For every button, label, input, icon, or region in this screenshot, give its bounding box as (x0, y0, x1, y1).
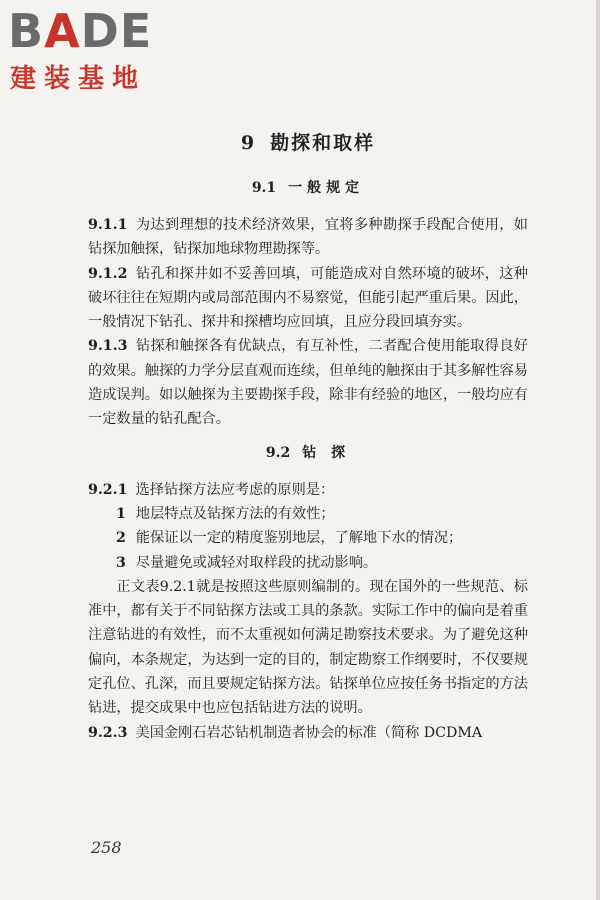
list-item-text: 能保证以一定的精度鉴别地层，了解地下水的情况； (135, 530, 463, 547)
clause-9-1-3 (88, 334, 528, 431)
logo-wordmark: BADE (8, 4, 153, 58)
clause-number: 9.1.1 (88, 217, 128, 233)
section-title-9-2 (88, 442, 528, 462)
section-title-text: 钻 探 (302, 444, 351, 461)
section-title-9-1 (88, 177, 528, 197)
list-item-text: 尽量避免或减轻对取样段的扰动影响。 (135, 554, 378, 571)
clause-text: 选择钻探方法应考虑的原则是： (135, 481, 335, 498)
clause-number: 9.1.3 (88, 338, 128, 355)
clause-9-1-2 (88, 262, 528, 335)
clause-number: 9.2.1 (88, 481, 128, 498)
chapter-number: 9 (240, 132, 257, 154)
clause-9-2-1-body: 正文表9.2.1就是按照这些原则编制的。现在国外的一些规范、标准中，都有关于不同钻探方法或工具的条款。实际工作中的偏向是着重注意钻进的有效性，而不太重视如何满足勘察技术要求。为了避免这种偏向，本条规定，为达到一定的目的，制定勘察工作纲要时，不仅要规定孔位、孔深，而且要规定钻探方法。钻探单位应按任务书指定的方法钻进，提交成果中也应包括钻进方法的说明。 (88, 578, 528, 717)
page-number: 258 (91, 838, 122, 857)
clause-number: 9.2.3 (88, 724, 128, 741)
logo-tagline: 建装基地 (10, 64, 147, 94)
chapter-title (88, 128, 528, 155)
clause-text: 美国金刚石岩芯钻机制造者协会的标准（简称 DCDMA (135, 724, 483, 741)
list-item (88, 526, 528, 550)
section-number: 9.2 (265, 444, 291, 461)
list-item-number: 3 (116, 554, 126, 571)
clause-9-2-3 (88, 721, 528, 745)
document-page (88, 128, 528, 745)
section-title-text: 一般规定 (288, 180, 365, 196)
list-item-number: 1 (116, 505, 126, 522)
clause-text: 钻孔和探井如不妥善回填，可能造成对自然环境的破坏，这种破坏往往在短期内或局部范围内不易察觉，但能引起严重后果。因此，一般情况下钻孔、探井和探槽均应回填，且应分段回填夯实。 (88, 265, 528, 331)
list-item-text: 地层特点及钻探方法的有效性； (135, 505, 335, 522)
list-item (88, 502, 528, 526)
list-item-number: 2 (116, 530, 126, 547)
page-edge-shadow (596, 0, 600, 900)
chapter-title-text: 勘探和取样 (270, 132, 376, 154)
clause-9-2-1 (88, 478, 528, 502)
section-number: 9.1 (251, 180, 277, 196)
clause-text: 钻探和触探各有优缺点，有互补性，二者配合使用能取得良好的效果。触探的力学分层直观而连续，但单纯的触探由于其多解性容易造成误判。如以触探为主要勘探手段，除非有经验的地区，一般均应有一定数量的钻孔配合。 (88, 338, 528, 428)
clause-number: 9.1.2 (88, 265, 128, 282)
clause-9-1-1 (88, 213, 528, 262)
clause-text: 为达到理想的技术经济效果，宜将多种勘探手段配合使用，如钻探加触探，钻探加地球物理勘探等。 (88, 217, 528, 258)
list-item (88, 551, 528, 575)
logo (8, 6, 178, 94)
